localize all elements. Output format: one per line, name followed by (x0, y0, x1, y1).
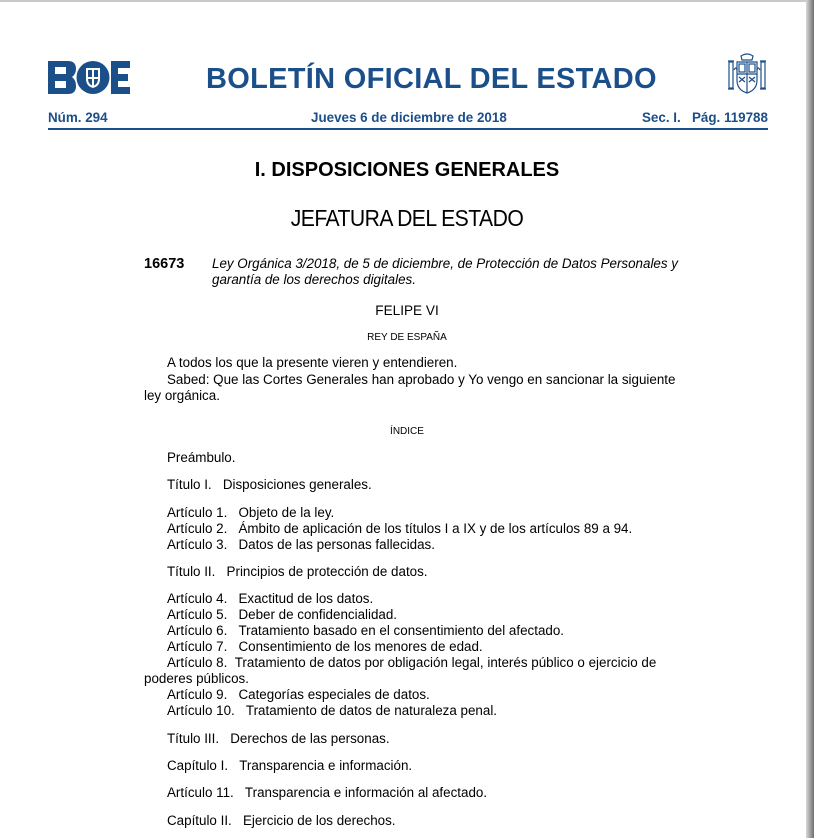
toc-article-7 (167, 639, 483, 654)
page-shadow (806, 0, 814, 838)
toc-num: Artículo 3. (167, 537, 228, 552)
toc-text: Derechos de las personas. (230, 731, 390, 746)
coat-of-arms-icon (726, 52, 768, 98)
issue-date: Jueves 6 de diciembre de 2018 (311, 110, 507, 125)
header-divider (48, 128, 768, 130)
intro-line-3: ley orgánica. (144, 388, 220, 403)
toc-article-8 (167, 655, 673, 670)
toc-article-10 (167, 703, 497, 718)
law-title: Ley Orgánica 3/2018, de 5 de diciembre, de Protección de Datos Personales y garantía de los derechos digitales. (212, 256, 678, 287)
toc-article-2 (167, 521, 632, 536)
toc-num: Artículo 1. (167, 505, 228, 520)
section-heading: I. DISPOSICIONES GENERALES (254, 159, 560, 181)
toc-chapter-1 (167, 758, 412, 773)
toc-title-3 (167, 731, 390, 746)
bulletin-title: BOLETÍN OFICIAL DEL ESTADO (206, 63, 657, 95)
law-number: 16673 (144, 256, 185, 272)
toc-text: Deber de confidencialidad. (238, 607, 398, 622)
king-title: REY DE ESPAÑA (367, 332, 447, 343)
toc-text: Principios de protección de datos. (226, 564, 428, 579)
toc-num: Artículo 7. (167, 639, 228, 654)
toc-num: Artículo 4. (167, 591, 228, 606)
toc-article-4 (167, 591, 373, 606)
toc-num: Capítulo I. (167, 758, 229, 773)
toc-text: Transparencia e información al afectado. (244, 785, 488, 800)
section-label: Sec. I. (642, 110, 681, 125)
toc-preamble: Preámbulo. (167, 450, 236, 465)
toc-num: Artículo 2. (167, 521, 228, 536)
toc-text: Transparencia e información. (239, 758, 413, 773)
toc-text: Tratamiento de datos de naturaleza penal. (245, 703, 498, 718)
toc-num: Título I. (167, 477, 212, 492)
toc-text: Consentimiento de los menores de edad. (238, 639, 483, 654)
toc-text: Ámbito de aplicación de los títulos I a IX y de los artículos 89 a 94. (238, 521, 633, 536)
intro-line-2: Sabed: Que las Cortes Generales han aprobado y Yo vengo en sancionar la siguiente (167, 372, 676, 387)
toc-num: Artículo 6. (167, 623, 228, 638)
toc-num: Capítulo II. (167, 813, 232, 828)
toc-num: Artículo 11. (167, 785, 234, 800)
department-heading: JEFATURA DEL ESTADO (290, 205, 524, 231)
toc-num: Título II. (167, 564, 216, 579)
toc-article-5 (167, 607, 397, 622)
toc-text: Ejercicio de los derechos. (242, 813, 396, 828)
toc-text: Objeto de la ley. (238, 505, 335, 520)
toc-num: Artículo 5. (167, 607, 228, 622)
page-number: Pág. 119788 (692, 110, 768, 125)
toc-article-1 (167, 505, 334, 520)
toc-title-1 (167, 477, 372, 492)
toc-text: Tratamiento de datos por obligación legal, interés público o ejercicio de (234, 655, 657, 670)
toc-article-3 (167, 537, 435, 552)
toc-text: Exactitud de los datos. (238, 591, 374, 606)
toc-num: Artículo 8. (167, 655, 228, 670)
index-heading: ÍNDICE (390, 426, 424, 437)
toc-title-2 (167, 564, 428, 579)
toc-text: Disposiciones generales. (222, 477, 372, 492)
boe-logo (48, 61, 130, 94)
issue-number: Núm. 294 (48, 110, 108, 125)
toc-text: Tratamiento basado en el consentimiento del afectado. (238, 623, 565, 638)
toc-text: Categorías especiales de datos. (238, 687, 430, 702)
toc-article-11 (167, 785, 487, 800)
toc-article-8-cont: poderes públicos. (144, 671, 249, 686)
toc-chapter-2 (167, 813, 396, 828)
page-top-edge (0, 0, 806, 2)
king-name: FELIPE VI (375, 303, 439, 318)
intro-line-1: A todos los que la presente vieren y entendieren. (167, 355, 458, 370)
toc-num: Artículo 9. (167, 687, 228, 702)
toc-num: Título III. (167, 731, 220, 746)
toc-article-9 (167, 687, 430, 702)
toc-text: Datos de las personas fallecidas. (238, 537, 435, 552)
toc-num: Artículo 10. (167, 703, 235, 718)
toc-article-6 (167, 623, 564, 638)
